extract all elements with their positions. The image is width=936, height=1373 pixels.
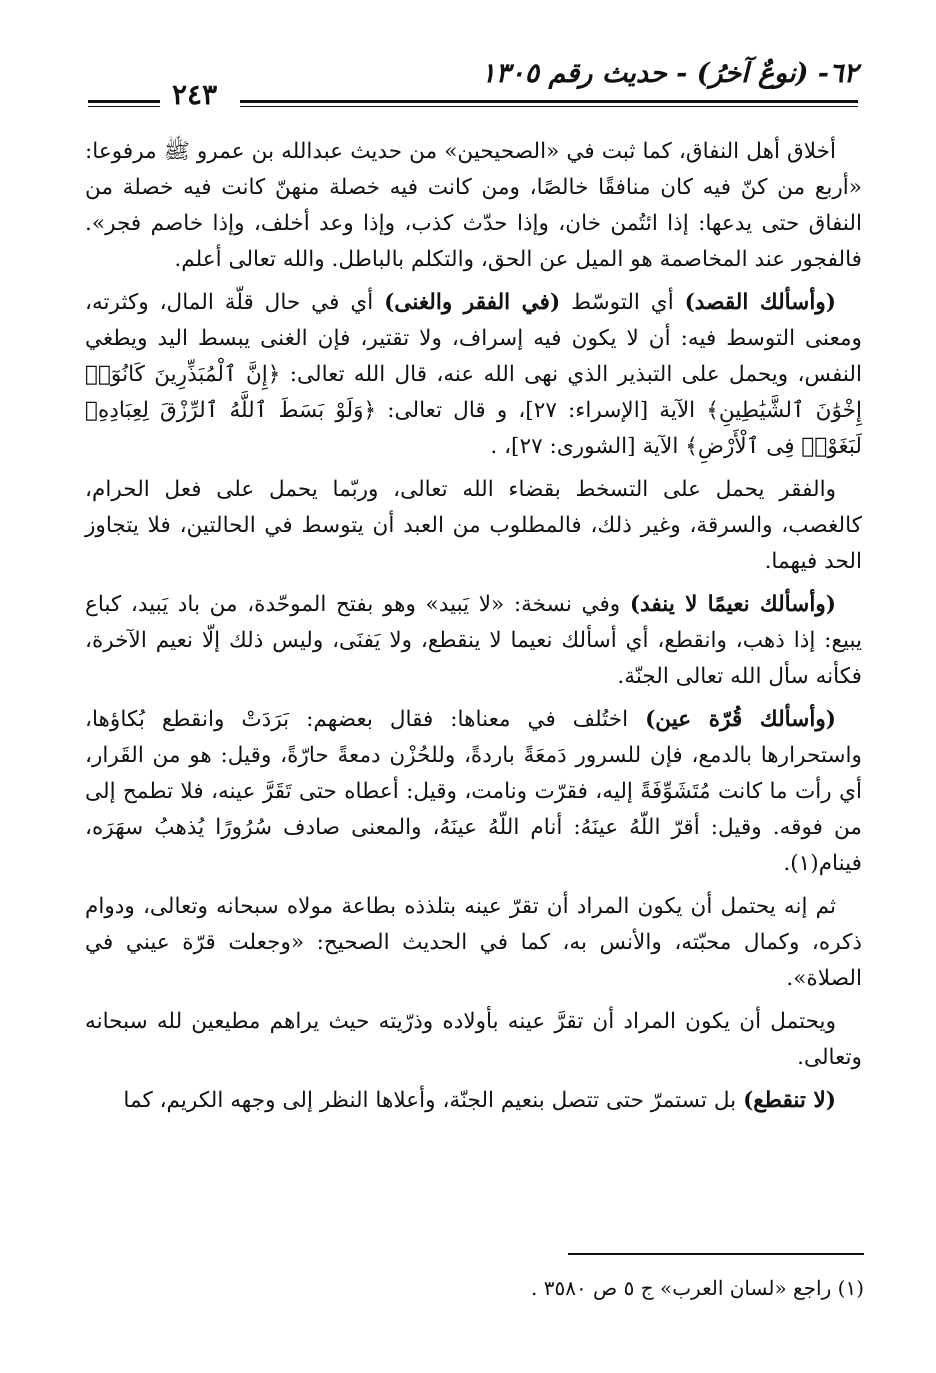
paragraph <box>85 1004 862 1076</box>
paragraph <box>85 1083 862 1119</box>
paragraph <box>85 134 862 278</box>
page-header <box>88 58 858 118</box>
bold-phrase: (وأسألك قُرّة عين) <box>645 707 836 732</box>
bold-phrase: (وأسألك نعيمًا لا ينفد) <box>629 592 836 617</box>
paragraph <box>85 889 862 997</box>
footnote: (١) راجع «لسان العرب» ج ٥ ص ٣٥٨٠ . <box>531 1276 864 1300</box>
paragraph <box>85 285 862 465</box>
paragraph <box>85 702 862 882</box>
running-title: ٦٢- (نوعٌ آخرُ) - حديث رقم ١٣٠٥ <box>481 58 858 89</box>
paragraph-text: أي في حال قلّة المال، وكثرته، ومعنى التوسط فيه: أن لا يكون فيه إسراف، ولا تقتير، فإن الغنى يبسط اليد ويطغي النفس، ويحمل على التبذير الذي نهى الله عنه، قال الله تعالى: ﴿إِنَّ ٱلْمُبَذِّرِينَ كَانُوٓا۟ إِخْوَٰنَ ٱلشَّيَٰطِينِ﴾ الآية [الإسراء: ٢٧]، و قال تعالى: ﴿وَلَوْ بَسَطَ ٱللَّهُ ٱلرِّزْقَ لِعِبَادِهِۦ لَبَغَوْا۟ فِى ٱلْأَرْضِ﴾ الآية [الشورى: ٢٧]، . <box>85 290 862 459</box>
bold-phrase: (لا تنقطع) <box>743 1088 836 1113</box>
paragraph-text: ثم إنه يحتمل أن يكون المراد أن تقرّ عينه بتلذذه بطاعة مولاه سبحانه وتعالى، ودوام ذكره، وكمال محبّته، والأنس به، كما في الحديث الصحيح: «وجعلت قرّة عيني في الصلاة». <box>85 894 862 991</box>
body-text <box>85 134 862 1126</box>
paragraph <box>85 472 862 580</box>
footnote-separator <box>568 1253 864 1255</box>
paragraph <box>85 587 862 695</box>
paragraph-text: بل تستمرّ حتى تتصل بنعيم الجنّة، وأعلاها النظر إلى وجهه الكريم، كما <box>123 1088 744 1113</box>
bold-phrase: (في الفقر والغنى) <box>384 290 561 315</box>
paragraph-text: ويحتمل أن يكون المراد أن تقرَّ عينه بأولاده وذرّيته حيث يراهم مطيعين لله سبحانه وتعالى. <box>85 1009 862 1070</box>
header-double-rule <box>240 100 858 107</box>
paragraph-text: والفقر يحمل على التسخط بقضاء الله تعالى، وربّما يحمل على فعل الحرام، كالغصب، والسرقة، وغير ذلك، فالمطلوب من العبد أن يتوسط في الحالتين، فلا يتجاوز الحد فيهما. <box>85 477 862 574</box>
paragraph-text: أي التوسّط <box>560 290 685 315</box>
header-double-rule-left <box>88 100 160 107</box>
paragraph-text: وفي نسخة: «لا يَبيد» وهو بفتح الموحّدة، من باد يَبيد، كباع يبيع: إذا ذهب، وانقطع، أي أسألك نعيما لا ينقطع، ولا يَفنَى، وليس ذلك إلّا نعيم الآخرة، فكأنه سأل الله تعالى الجنّة. <box>85 592 862 689</box>
paragraph-text: أخلاق أهل النفاق، كما ثبت في «الصحيحين» من حديث عبدالله بن عمرو ﷺ مرفوعا: «أربع من كنّ فيه كان منافقًا خالصًا، ومن كانت فيه خصلة منهنّ كانت فيه خصلة من النفاق حتى يدعها: إذا ائتُمن خان، وإذا حدّث كذب، وإذا وعد أخلف، وإذا خاصم فجر». فالفجور عند المخاصمة هو الميل عن الحق، والتكلم بالباطل. والله تعالى أعلم. <box>85 139 862 272</box>
bold-phrase: (وأسألك القصد) <box>684 290 836 315</box>
paragraph-text: اختُلف في معناها: فقال بعضهم: بَرَدَتْ وانقطع بُكاؤها، واستحرارها بالدمع، فإن للسرور دَمعَةً باردةً، وللحُزْن دمعةً حارّةً، وقيل: هو من القَرار، أي رأت ما كانت مُتَشَوِّفَةً إليه، فقرّت ونامت، وقيل: أعطاه حتى تَقَرَّ عينه، فلا تطمح إلى من فوقه. وقيل: أقرّ اللّهُ عينَهُ: أنام اللّهُ عينَهُ، والمعنى صادف سُرُورًا يُذهبُ سهَرَه، فينام(١). <box>85 707 862 876</box>
page-number: ٢٤٣ <box>172 78 218 111</box>
